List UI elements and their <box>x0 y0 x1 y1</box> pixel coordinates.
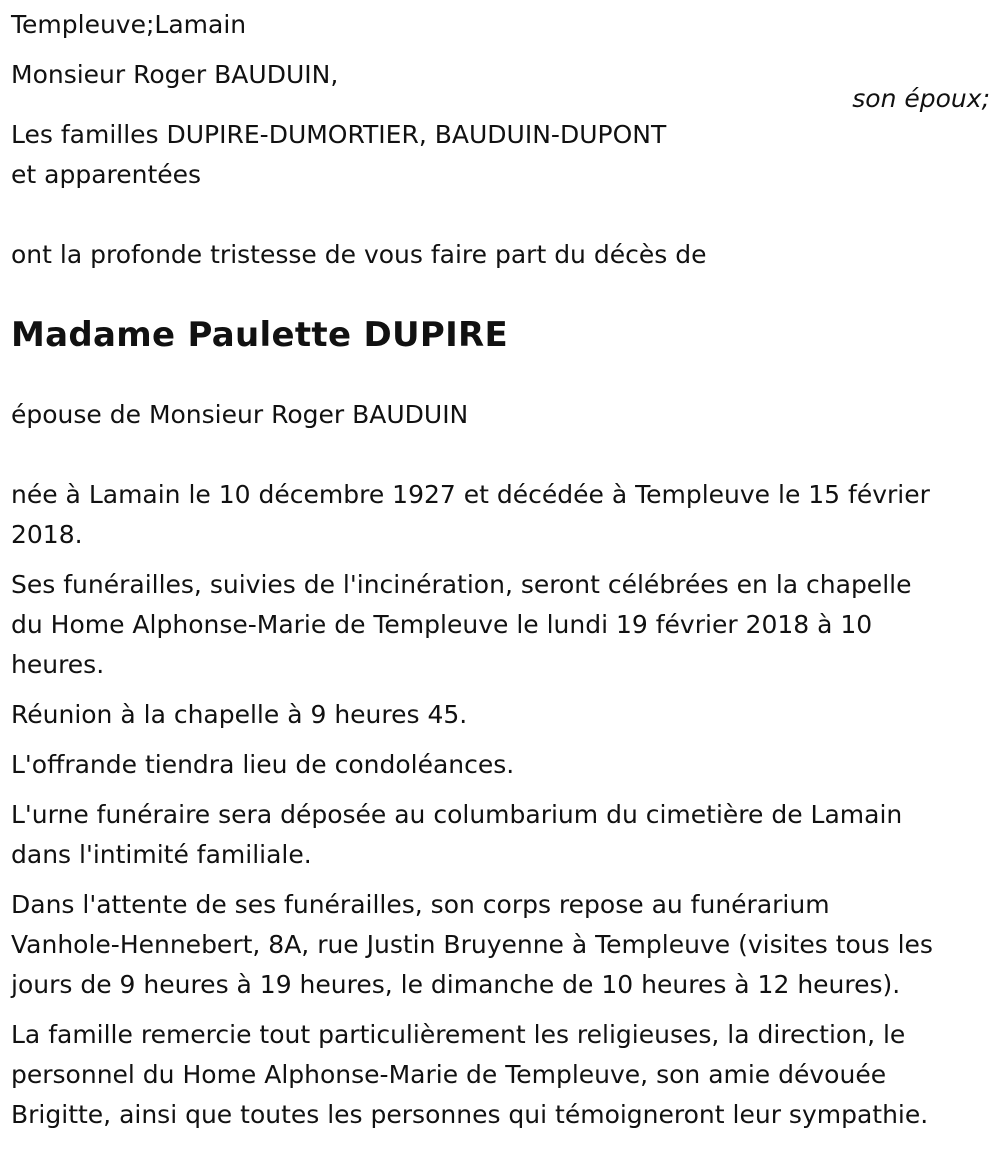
funeral-line-3: heures. <box>11 650 105 679</box>
funeral-line-2: du Home Alphonse-Marie de Templeuve le lundi 19 février 2018 à 10 <box>11 610 873 639</box>
thanks-line-3: Brigitte, ainsi que toutes les personnes qui témoigneront leur sympathie. <box>11 1100 929 1129</box>
birth-death-line-1: née à Lamain le 10 décembre 1927 et décédée à Templeuve le 15 février <box>11 480 930 509</box>
gathering-paragraph <box>11 695 990 735</box>
location-text: Templeuve;Lamain <box>11 10 247 39</box>
birth-death-line-2: 2018. <box>11 520 83 549</box>
families-line-1: Les familles DUPIRE-DUMORTIER, BAUDUIN-DUPONT <box>11 120 667 149</box>
spouse-of-text: épouse de Monsieur Roger BAUDUIN <box>11 400 469 429</box>
gathering-text: Réunion à la chapelle à 9 heures 45. <box>11 700 468 729</box>
husband-name: Monsieur Roger BAUDUIN, <box>11 60 339 89</box>
funeral-paragraph <box>11 565 990 685</box>
intro-text: ont la profonde tristesse de vous faire part du décès de <box>11 240 707 269</box>
urn-line-1: L'urne funéraire sera déposée au columbarium du cimetière de Lamain <box>11 800 903 829</box>
funeral-line-1: Ses funérailles, suivies de l'incinération, seront célébrées en la chapelle <box>11 570 912 599</box>
husband-relation: son époux; <box>852 84 990 113</box>
families-line-2: et apparentées <box>11 160 202 189</box>
birth-death-paragraph <box>11 475 990 555</box>
body-line-2: Vanhole-Hennebert, 8A, rue Justin Bruyenne à Templeuve (visites tous les <box>11 930 933 959</box>
offering-text: L'offrande tiendra lieu de condoléances. <box>11 750 515 779</box>
urn-line-2: dans l'intimité familiale. <box>11 840 312 869</box>
thanks-paragraph <box>11 1015 990 1135</box>
offering-paragraph <box>11 745 990 785</box>
urn-paragraph <box>11 795 990 875</box>
body-line-3: jours de 9 heures à 19 heures, le dimanche de 10 heures à 12 heures). <box>11 970 901 999</box>
thanks-line-2: personnel du Home Alphonse-Marie de Templeuve, son amie dévouée <box>11 1060 887 1089</box>
thanks-line-1: La famille remercie tout particulièrement les religieuses, la direction, le <box>11 1020 906 1049</box>
intro-block <box>11 235 990 275</box>
location-line <box>11 5 990 45</box>
deceased-name: Madame Paulette DUPIRE <box>11 315 509 355</box>
body-line-1: Dans l'attente de ses funérailles, son corps repose au funérarium <box>11 890 830 919</box>
spouse-of-line <box>11 395 990 435</box>
husband-block <box>11 55 990 95</box>
families-block <box>11 115 990 195</box>
body-repose-paragraph <box>11 885 990 1005</box>
